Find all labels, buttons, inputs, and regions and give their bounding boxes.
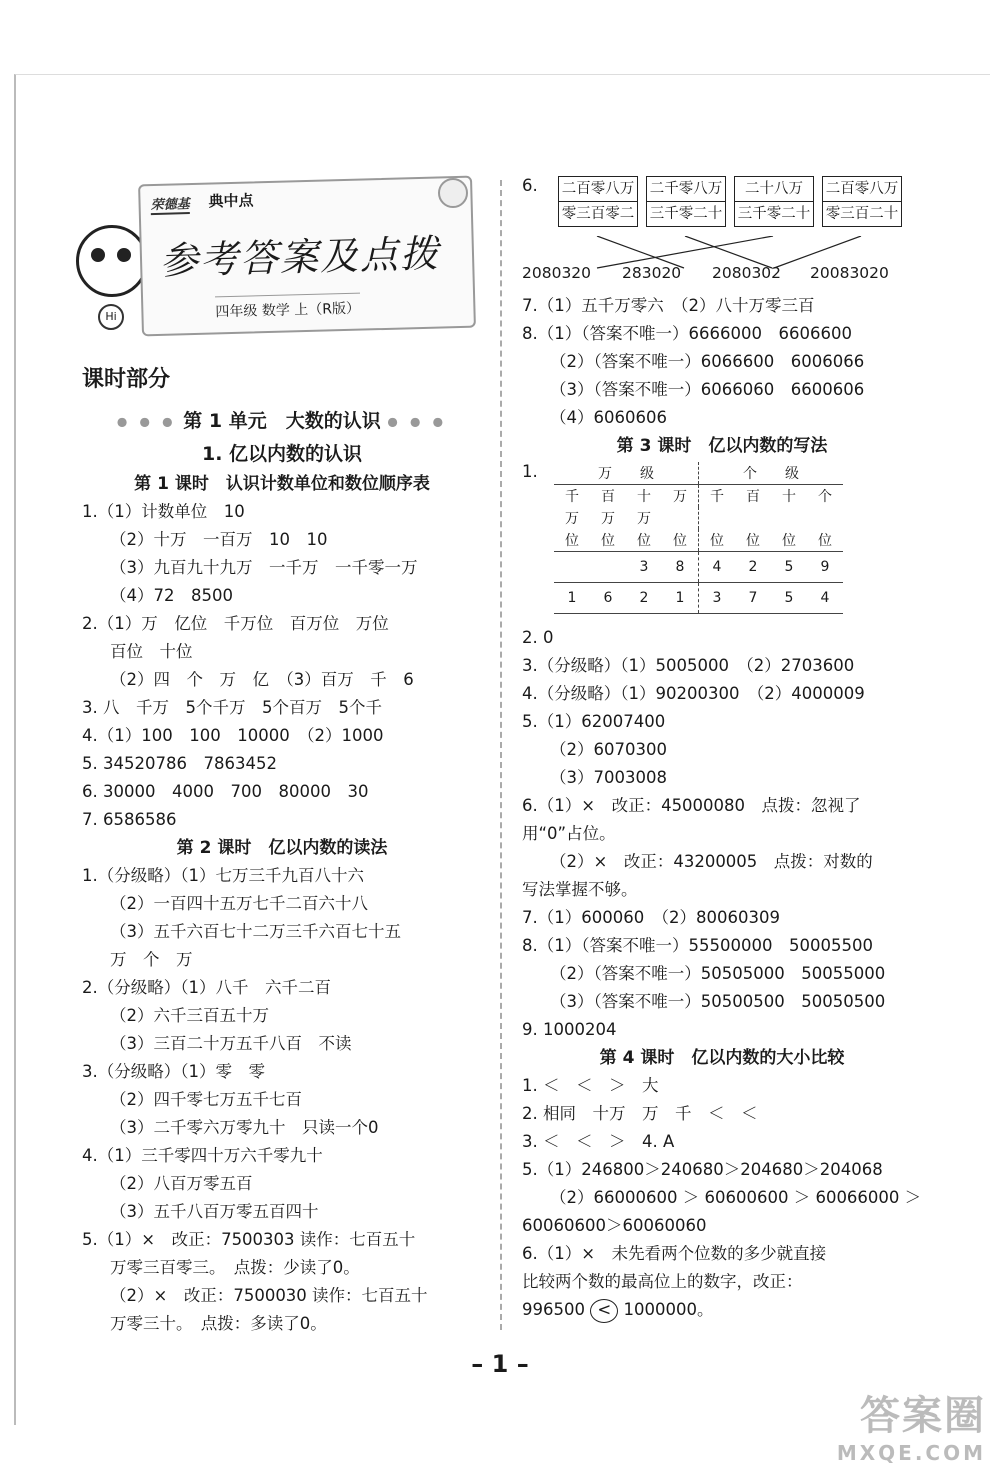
q6-box-line: 零三百二十 bbox=[823, 201, 901, 226]
answer-line: （2）十万 一百万 10 10 bbox=[110, 530, 328, 549]
answer-line: （2）6070300 bbox=[550, 740, 667, 759]
part-title: 课时部分 bbox=[82, 367, 171, 392]
header-subtitle: 四年级 数学 上（R版） bbox=[215, 293, 360, 322]
left-column bbox=[82, 360, 482, 1338]
answer-line: 7.（1）600060 （2）80060309 bbox=[522, 908, 780, 927]
table-head: 位 bbox=[673, 533, 687, 549]
q6-number: 2080302 bbox=[712, 264, 782, 282]
answer-line: 6.（1）× 改正：45000080 点拨：忽视了 bbox=[522, 796, 861, 815]
unit-title bbox=[82, 404, 482, 438]
answer-line: 5.（1）× 改正：7500303 读作：七百五十 bbox=[82, 1230, 416, 1249]
table-head: 位 bbox=[637, 533, 651, 549]
answer-line: （3）五千八百万零五百四十 bbox=[110, 1202, 319, 1221]
answer-line: 7.（1）五千万零六 （2）八十万零三百 bbox=[522, 296, 815, 315]
answer-line: 1. ＜ ＜ ＞ 大 bbox=[522, 1076, 659, 1095]
table-head: 十 bbox=[637, 489, 651, 505]
answer-line: 6.（1）× 未先看两个位数的多少就直接 bbox=[522, 1244, 827, 1263]
section-title: 1. 亿以内数的认识 bbox=[201, 443, 363, 465]
answer-line: （3）九百九十九万 一千万 一千零一万 bbox=[110, 558, 418, 577]
q6-box-line: 二百零八万 bbox=[561, 181, 635, 197]
q6-box-line: 零三百零二 bbox=[559, 201, 637, 226]
table-cell: 3 bbox=[626, 552, 662, 583]
circled-symbol: < bbox=[590, 1299, 618, 1323]
header-title: 参考答案及点拨 bbox=[159, 231, 441, 283]
lesson-2-title: 第 2 课时 亿以内数的读法 bbox=[176, 838, 388, 858]
mascot-icon bbox=[76, 225, 148, 297]
answer-line: 2.（分级略）（1）八千 六千二百 bbox=[82, 978, 331, 997]
q6-box bbox=[822, 176, 902, 227]
table-cell: 1 bbox=[662, 583, 699, 614]
place-value-question bbox=[522, 462, 922, 614]
answer-line: 3. ＜ ＜ ＞ 4. A bbox=[522, 1132, 675, 1151]
answer-line: 比较两个数的最高位上的数字，改正： bbox=[522, 1272, 803, 1291]
answer-line: 4.（1）100 100 10000 （2）1000 bbox=[82, 726, 384, 745]
answer-line: 9. 1000204 bbox=[522, 1020, 617, 1039]
answer-line: 3. 八 千万 5个千万 5个百万 5个千 bbox=[82, 698, 382, 717]
answer-line: 5.（1）246800＞240680＞204680＞204068 bbox=[522, 1160, 883, 1179]
answer-line: 万零三百零三。 点拨：少读了0。 bbox=[110, 1258, 360, 1277]
q6-box-line: 二十八万 bbox=[745, 181, 803, 197]
brand-logo: 荣德基 bbox=[150, 193, 190, 215]
answer-line: 3.（分级略）（1）零 零 bbox=[82, 1062, 265, 1081]
table-cell: 7 bbox=[735, 583, 771, 614]
table-cell: 4 bbox=[699, 552, 736, 583]
mascot-tag: Hi bbox=[98, 304, 124, 330]
answer-line: （2）（答案不唯一）6066600 6006066 bbox=[550, 352, 865, 371]
lesson-4-title: 第 4 课时 亿以内数的大小比较 bbox=[599, 1048, 845, 1068]
watermark-url: MXQE.COM bbox=[836, 1441, 986, 1465]
compare-right: 1000000。 bbox=[623, 1300, 714, 1319]
table-head bbox=[735, 507, 771, 529]
table-head: 万 bbox=[601, 511, 615, 527]
q6-number: 2080320 bbox=[522, 264, 592, 282]
table-head: 位 bbox=[601, 533, 615, 549]
table-head bbox=[771, 507, 807, 529]
q6-box-line: 二百零八万 bbox=[825, 181, 899, 197]
answer-line: 百位 十位 bbox=[110, 642, 193, 661]
watermark-text: 答案圈 bbox=[860, 1393, 986, 1439]
answer-line: （2）八百万零五百 bbox=[110, 1174, 253, 1193]
table-cell: 2 bbox=[626, 583, 662, 614]
answer-line: 万零三十。 点拨：多读了0。 bbox=[110, 1314, 327, 1333]
q6-box bbox=[646, 176, 726, 227]
table-cell: 5 bbox=[771, 552, 807, 583]
answer-line: （3）二千零六万零九十 只读一个0 bbox=[110, 1118, 379, 1137]
answer-line: （2）× 改正：7500030 读作：七百五十 bbox=[110, 1286, 428, 1305]
answer-line: 2. 0 bbox=[522, 628, 554, 647]
answer-line: （2）四千零七万五千七百 bbox=[110, 1090, 302, 1109]
table-head: 位 bbox=[699, 529, 736, 552]
table-head: 百 bbox=[601, 489, 615, 505]
table-head: 千 bbox=[699, 485, 736, 508]
answer-line: 用“0”占位。 bbox=[522, 824, 616, 843]
answer-line: （2）四 个 万 亿 （3）百万 千 6 bbox=[110, 670, 414, 689]
table-cell: 5 bbox=[771, 583, 807, 614]
table-head: 万 bbox=[565, 511, 579, 527]
answer-line-final bbox=[522, 1296, 922, 1324]
compare-left: 996500 bbox=[522, 1300, 585, 1319]
column-divider bbox=[500, 180, 502, 1330]
table-head: 万 bbox=[637, 511, 651, 527]
answer-line: 4.（1）三千零四十万六千零九十 bbox=[82, 1146, 323, 1165]
table-cell: 3 bbox=[699, 583, 736, 614]
q6-matching bbox=[522, 172, 922, 232]
table-cell: 1 bbox=[554, 583, 590, 614]
table-cell: 9 bbox=[807, 552, 843, 583]
q6-label: 6. bbox=[522, 176, 538, 195]
q6-number: 20083020 bbox=[810, 264, 889, 282]
q6-box-line: 三千零二十 bbox=[735, 201, 813, 226]
watermark bbox=[837, 1384, 986, 1465]
answer-line: 写法掌握不够。 bbox=[522, 880, 638, 899]
page-number: – 1 – bbox=[471, 1350, 529, 1378]
right-column bbox=[522, 172, 922, 1324]
answer-line: （2）六千三百五十万 bbox=[110, 1006, 269, 1025]
table-cell: 6 bbox=[590, 583, 626, 614]
table-head: 位 bbox=[746, 533, 760, 549]
answer-line: （2）66000600 ＞ 60600600 ＞ 60066000 ＞ bbox=[550, 1188, 922, 1207]
group-ge: 个 级 bbox=[699, 462, 844, 485]
table-head: 位 bbox=[818, 533, 832, 549]
answer-line: （2）（答案不唯一）50505000 50055000 bbox=[550, 964, 886, 983]
answer-line: 5.（1）62007400 bbox=[522, 712, 666, 731]
answer-line: （4）6060606 bbox=[550, 408, 667, 427]
answer-line: 1.（分级略）（1）七万三千九百八十六 bbox=[82, 866, 364, 885]
lesson-3-title: 第 3 课时 亿以内数的写法 bbox=[616, 436, 828, 456]
answer-header bbox=[138, 176, 476, 337]
table-cell: 2 bbox=[735, 552, 771, 583]
answer-line: （3）7003008 bbox=[550, 768, 667, 787]
answer-line: （2）× 改正：43200005 点拨：对数的 bbox=[550, 852, 873, 871]
dots-icon: ● ● ● bbox=[116, 414, 177, 429]
table-head: 个 bbox=[818, 489, 832, 505]
lesson-1-title: 第 1 课时 认识计数单位和数位顺序表 bbox=[134, 474, 430, 494]
answer-line: 60060600＞60060060 bbox=[522, 1216, 707, 1235]
table-cell bbox=[554, 552, 590, 583]
answer-line: （3）五千六百七十二万三千六百七十五 bbox=[110, 922, 401, 941]
table-head: 位 bbox=[565, 533, 579, 549]
answer-line: 8.（1）（答案不唯一）6666000 6606600 bbox=[522, 324, 852, 343]
answer-line: 5. 34520786 7863452 bbox=[82, 754, 277, 773]
answer-line: （4）72 8500 bbox=[110, 586, 233, 605]
answer-line: 1.（1）计数单位 10 bbox=[82, 502, 245, 521]
balloon-icon bbox=[438, 178, 468, 208]
place-value-table bbox=[554, 462, 843, 614]
table-cell: 8 bbox=[662, 552, 699, 583]
q6-numbers bbox=[522, 264, 922, 292]
table-head: 万 bbox=[673, 489, 687, 505]
answer-line: 2.（1）万 亿位 千万位 百万位 万位 bbox=[82, 614, 389, 633]
q6-box-line: 二千零八万 bbox=[649, 181, 723, 197]
q6-number: 283020 bbox=[622, 264, 682, 282]
brand-series: 典中点 bbox=[208, 191, 254, 211]
answer-line: 6. 30000 4000 700 80000 30 bbox=[82, 782, 369, 801]
q6-box-line: 三千零二十 bbox=[647, 201, 725, 226]
answer-line: （2）一百四十五万七千二百六十八 bbox=[110, 894, 368, 913]
answer-line: 3.（分级略）（1）5005000 （2）2703600 bbox=[522, 656, 855, 675]
q6-box bbox=[558, 176, 638, 227]
table-head: 十 bbox=[782, 489, 796, 505]
q6-box bbox=[734, 176, 814, 227]
group-wan: 万 级 bbox=[554, 462, 699, 485]
answer-line: 万 个 万 bbox=[110, 950, 193, 969]
table-cell: 4 bbox=[807, 583, 843, 614]
table-head bbox=[699, 507, 736, 529]
answer-line: 8.（1）（答案不唯一）55500000 50005500 bbox=[522, 936, 873, 955]
dots-icon: ● ● ● bbox=[387, 414, 448, 429]
table-head: 百 bbox=[746, 489, 760, 505]
table-head: 位 bbox=[782, 533, 796, 549]
table-head: 千 bbox=[565, 489, 579, 505]
table-cell bbox=[590, 552, 626, 583]
table-head bbox=[807, 507, 843, 529]
answer-line: （3）三百二十万五千八百 不读 bbox=[110, 1034, 352, 1053]
answer-line: 4.（分级略）（1）90200300 （2）4000009 bbox=[522, 684, 865, 703]
unit-title-text: 第 1 单元 大数的认识 bbox=[183, 410, 381, 432]
answer-line: （3）（答案不唯一）6066060 6600606 bbox=[550, 380, 865, 399]
answer-line: （3）（答案不唯一）50500500 50050500 bbox=[550, 992, 886, 1011]
answer-line: 7. 6586586 bbox=[82, 810, 177, 829]
table-label: 1. bbox=[522, 462, 538, 481]
answer-line: 2. 相同 十万 万 千 ＜ ＜ bbox=[522, 1104, 758, 1123]
table-head bbox=[662, 507, 699, 529]
